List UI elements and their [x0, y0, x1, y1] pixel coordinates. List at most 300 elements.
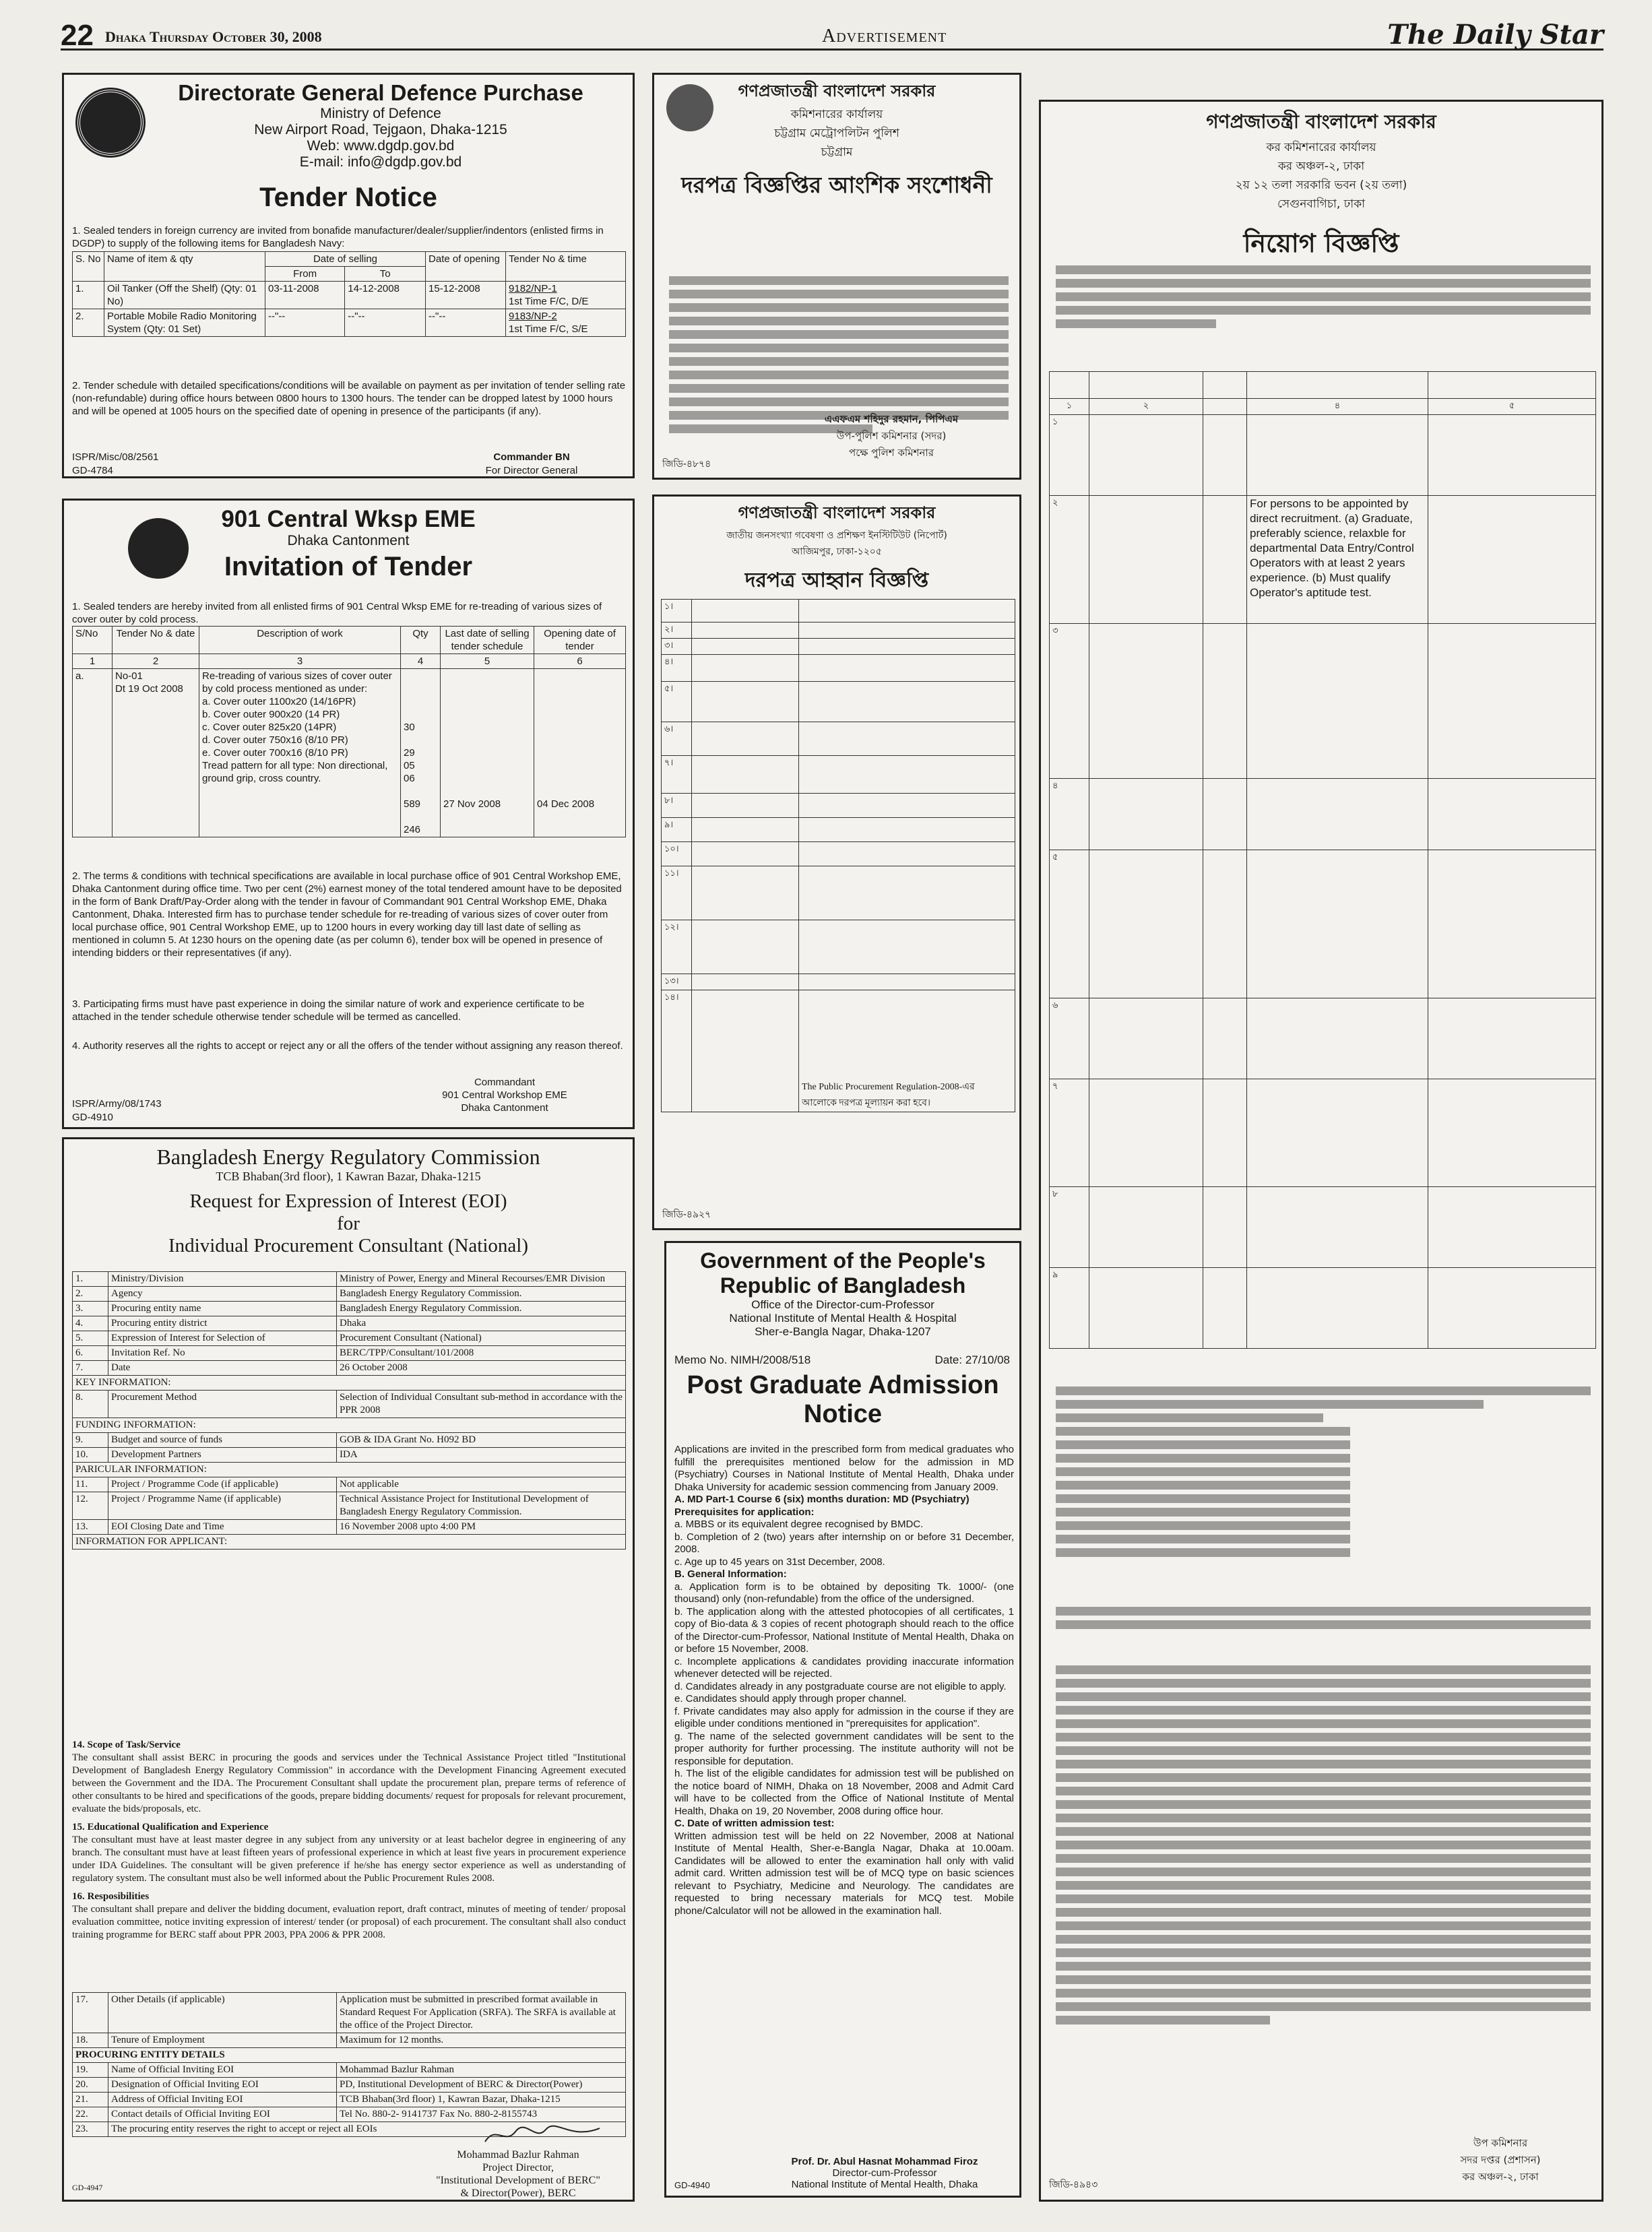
- table-row: [662, 639, 1015, 655]
- qty: 589: [404, 798, 421, 810]
- dgdp-code: GD-4784: [72, 465, 113, 476]
- niport-office: জাতীয় জনসংখ্যা গবেষণা ও প্রশিক্ষণ ইনস্টিটিউট (নিপোর্ট): [726, 530, 947, 541]
- table-row: [73, 1477, 626, 1492]
- cell: [1247, 372, 1428, 399]
- niport-table: [661, 599, 1015, 1112]
- cell: Procuring entity district: [108, 1316, 337, 1331]
- nimh-gc: c. Incomplete applications & candidates providing inaccurate information whenever detected will be rejected.: [674, 1655, 1014, 1680]
- cell: ৫।: [662, 682, 692, 722]
- cell: [692, 756, 799, 794]
- cell: [692, 600, 799, 623]
- cell: ৮।: [662, 794, 692, 818]
- cell: Dhaka: [337, 1316, 626, 1331]
- cell: [799, 655, 1015, 682]
- cell: 2.: [73, 1287, 108, 1302]
- cell: [1247, 779, 1428, 850]
- th-desc: Description of work: [199, 627, 401, 654]
- table-row: [662, 722, 1015, 756]
- item-desc: Cover outer 1100x20 (14/16PR): [213, 696, 356, 707]
- berc-title2: for: [337, 1213, 360, 1234]
- table-row: [1050, 1187, 1596, 1268]
- dgdp-address: New Airport Road, Tejgaon, Dhaka-1215: [254, 122, 507, 137]
- table-row: [662, 974, 1015, 990]
- cell: ১২।: [662, 920, 692, 974]
- cell: [1428, 1079, 1596, 1187]
- masthead: [61, 19, 1603, 51]
- cell: --"--: [265, 309, 345, 337]
- cell: 22.: [73, 2107, 108, 2122]
- nimh-code: GD-4940: [674, 2180, 710, 2190]
- cell: Bangladesh Energy Regulatory Commission.: [337, 1287, 626, 1302]
- cell: ১: [1050, 415, 1089, 496]
- cell: ১।: [662, 600, 692, 623]
- table-row: [662, 990, 1015, 1112]
- cell: [799, 600, 1015, 623]
- cell: TCB Bhaban(3rd floor) 1, Kawran Bazar, Dhaka-1215: [337, 2093, 626, 2107]
- tax-sign-title: উপ কমিশনার: [1473, 2137, 1528, 2149]
- cell: ৪: [1050, 779, 1089, 850]
- berc-code: GD-4947: [72, 2183, 103, 2192]
- table-row: [73, 1361, 626, 1376]
- cell: [1089, 1079, 1203, 1187]
- cell: [799, 842, 1015, 866]
- cell: Project / Programme Name (if applicable): [108, 1492, 337, 1520]
- cell: 9.: [73, 1433, 108, 1448]
- table-row: [1050, 496, 1596, 624]
- tender-no: 9183/NP-2: [509, 311, 557, 322]
- cell: [1247, 415, 1428, 496]
- berc-s14-title: 14. Scope of Task/Service: [72, 1740, 181, 1750]
- th-tender: Tender No & date: [113, 627, 199, 654]
- cell: [1428, 850, 1596, 998]
- eme-title: Invitation of Tender: [224, 552, 473, 581]
- tender-time: 1st Time F/C, S/E: [509, 323, 588, 335]
- niport-address: আজিমপুর, ঢাকা-১২০৫: [792, 546, 882, 557]
- cell: 21.: [73, 2093, 108, 2107]
- issue-date: Dhaka Thursday October 30, 2008: [105, 28, 322, 45]
- nimh-office: Office of the Director-cum-Professor: [751, 1298, 934, 1311]
- cell: [441, 669, 534, 837]
- cell: ৩: [1050, 624, 1089, 779]
- desc-intro: Re-treading of various sizes of cover outer by cold process mentioned as under:: [202, 670, 392, 695]
- dgdp-ministry: Ministry of Defence: [320, 106, 441, 121]
- table-row: [1050, 624, 1596, 779]
- cell: [1428, 779, 1596, 850]
- table-row: [1050, 1268, 1596, 1349]
- nimh-title2: Notice: [803, 1400, 883, 1428]
- nimh-title1: Post Graduate Admission: [687, 1371, 999, 1399]
- table-row: [662, 756, 1015, 794]
- nimh-gg: g. The name of the selected government candidates will be sent to the proper authority for further processing. The institute authority will not be responsible for deputation.: [674, 1730, 1014, 1767]
- table-row: [73, 1433, 626, 1448]
- cell: [692, 818, 799, 842]
- cell: 7.: [73, 1361, 108, 1376]
- cell: [1203, 998, 1247, 1079]
- cell: ৭: [1050, 1079, 1089, 1187]
- tread-pattern: Tread pattern for all type: Non directional, ground grip, cross country.: [202, 760, 388, 784]
- cell: Expression of Interest for Selection of: [108, 1331, 337, 1346]
- cell: 26 October 2008: [337, 1361, 626, 1376]
- cell: [1089, 496, 1203, 624]
- cell: [692, 794, 799, 818]
- last-date: 27 Nov 2008: [443, 798, 501, 810]
- th-tender: Tender No & time: [506, 252, 626, 282]
- tax-table: [1049, 371, 1596, 1349]
- cell: 6: [534, 654, 626, 669]
- cell: [506, 309, 626, 337]
- cell: Designation of Official Inviting EOI: [108, 2078, 337, 2093]
- cell: [799, 794, 1015, 818]
- cell: Project / Programme Code (if applicable): [108, 1477, 337, 1492]
- table-row: [662, 920, 1015, 974]
- cell: 2: [113, 654, 199, 669]
- cell: [1203, 1268, 1247, 1349]
- th-selling: Date of selling: [265, 252, 426, 267]
- table-row: [73, 282, 626, 309]
- cell: [506, 282, 626, 309]
- table-row: [73, 1492, 626, 1520]
- eme-tender-ad: [62, 499, 635, 1129]
- berc-s16: The consultant shall prepare and deliver the bidding document, evaluation report, draft contract, minutes of meeting of tender/ proposal evaluation committee, notice inviting expression of interest/ tender (or proposal) of each procurement. The consultant shall also conduct training programme for BERC staff about PPR 2003, PPA 2006 & PPR 2008.: [72, 1904, 626, 1940]
- nimh-date: Date: 27/10/08: [934, 1353, 1010, 1366]
- cell: 3: [199, 654, 401, 669]
- cell: Technical Assistance Project for Institutional Development of Bangladesh Energy Regulatory Commission.: [337, 1492, 626, 1520]
- cell: [1428, 496, 1596, 624]
- cell: 18.: [73, 2033, 108, 2048]
- cell: [799, 990, 1015, 1112]
- th-sno: S/No: [73, 627, 113, 654]
- cell: [1089, 1268, 1203, 1349]
- cell: ১০।: [662, 842, 692, 866]
- nimh-pb: b. Completion of 2 (two) years after internship on or before 31 December, 2008.: [674, 1531, 1014, 1555]
- cell: [1089, 624, 1203, 779]
- cell: Bangladesh Energy Regulatory Commission.: [337, 1302, 626, 1316]
- cell: 2.: [73, 309, 104, 337]
- cell: a.: [73, 669, 113, 837]
- ctg-sign-for: পক্ষে পুলিশ কমিশনার: [849, 447, 934, 459]
- table-row: [662, 623, 1015, 639]
- berc-s15: The consultant must have at least master degree in any subject from any university or at least bachelor degree in engineering of any branch. The consultant must have at least fifteen years of professional experience in which at least five years in procurement experience under IDA Guidelines. The consultant will be given preference if he/she has energy sector experience as well as understanding of regulatory system. The consultant must also be well informed about the Public Procurement Rules 2008.: [72, 1835, 626, 1884]
- cell: The procuring entity reserves the right to accept or reject all EOIs: [108, 2122, 626, 2137]
- cell: [799, 756, 1015, 794]
- cell: 4.: [73, 1316, 108, 1331]
- item-desc: Cover outer 900x20 (14 PR): [213, 709, 340, 720]
- cell: [1203, 850, 1247, 998]
- niport-title: দরপত্র আহ্বান বিজ্ঞপ্তি: [744, 569, 929, 592]
- qty: 30: [404, 722, 415, 733]
- table-row: [73, 1520, 626, 1535]
- cell: [692, 623, 799, 639]
- cell: ৬: [1050, 998, 1089, 1079]
- cell: ২: [1089, 399, 1203, 415]
- qty: 06: [404, 773, 415, 784]
- tender-no: 9182/NP-1: [509, 283, 557, 294]
- berc-title1: Request for Expression of Interest (EOI): [189, 1190, 507, 1212]
- nimh-gov2: Republic of Bangladesh: [720, 1273, 966, 1298]
- cell: 11.: [73, 1477, 108, 1492]
- cell: [1089, 850, 1203, 998]
- ctg-title: দরপত্র বিজ্ঞপ্তির আংশিক সংশোধনী: [681, 172, 992, 198]
- table-row: [73, 1331, 626, 1346]
- table-row: [73, 1391, 626, 1418]
- th-opening: Opening date of tender: [534, 627, 626, 654]
- dgdp-emblem-icon: [77, 90, 144, 156]
- berc-sign-name: Mohammad Bazlur Rahman: [457, 2149, 579, 2161]
- eme-para4: 4. Authority reserves all the rights to accept or reject any or all the offers of the tender without assigning any reason thereof.: [72, 1040, 623, 1052]
- dgdp-org: Directorate General Defence Purchase: [178, 80, 583, 105]
- cell: 6.: [73, 1346, 108, 1361]
- col-number-row: [73, 654, 626, 669]
- dgdp-email: E-mail: info@dgdp.gov.bd: [299, 154, 462, 170]
- nimh-course: A. MD Part-1 Course 6 (six) months duration: MD (Psychiatry): [674, 1494, 970, 1505]
- table-row: [73, 2033, 626, 2048]
- opening-date: 04 Dec 2008: [537, 798, 595, 810]
- cell: [692, 990, 799, 1112]
- berc-sign-org: "Institutional Development of BERC": [436, 2175, 600, 2186]
- cell: 8.: [73, 1391, 108, 1418]
- cell: [799, 722, 1015, 756]
- tax-code: জিডি-৪৯৪৩: [1049, 2179, 1098, 2190]
- col-number-row: [1050, 399, 1596, 415]
- eme-sign-title: Commandant: [474, 1077, 536, 1088]
- th-to: To: [345, 267, 426, 282]
- cell: [799, 639, 1015, 655]
- cell: [799, 682, 1015, 722]
- cell: [1428, 998, 1596, 1079]
- cell: [1203, 779, 1247, 850]
- eme-ref: ISPR/Army/08/1743: [72, 1098, 162, 1110]
- cell: [799, 974, 1015, 990]
- ctg-police-ad: [652, 73, 1021, 480]
- cell: Procurement Method: [108, 1391, 337, 1418]
- ctg-sign-title: উপ-পুলিশ কমিশনার (সদর): [836, 430, 947, 442]
- item-key: d.: [202, 734, 211, 746]
- cell: Maximum for 12 months.: [337, 2033, 626, 2048]
- cell: ১: [1050, 399, 1089, 415]
- cell: Portable Mobile Radio Monitoring System (Qty: 01 Set): [104, 309, 265, 337]
- eme-place: Dhaka Cantonment: [287, 533, 410, 548]
- nimh-gb: b. The application along with the attested photocopies of all certificates, 1 copy of Bio-data & 3 copies of recent photograph should reach to the office of the Director-cum-Professor, National Institute of Mental Health, Dhaka on or before 15 November, 2008.: [674, 1605, 1014, 1655]
- nimh-prereq: Prerequisites for application:: [674, 1506, 815, 1518]
- nimh-written: Written admission test will be held on 22 November, 2008 at National Institute of Mental Health, Sher-e-Bangla Nagar, Dhaka at 10.00am. Candidates will be allowed to enter the examination hall only with valid admit card. Written admission test will be of MCQ type on basic sciences relevant to Psychiatry, Medicine and Neurology. The candidates are requested to bring necessary materials for MCQ test. Mobile phone/Calculator will not be allowed in the examination hall.: [674, 1830, 1014, 1917]
- cell: Date: [108, 1361, 337, 1376]
- cell: BERC/TPP/Consultant/101/2008: [337, 1346, 626, 1361]
- dgdp-web: Web: www.dgdp.gov.bd: [307, 138, 455, 154]
- cell: Mohammad Bazlur Rahman: [337, 2063, 626, 2078]
- berc-address: TCB Bhaban(3rd floor), 1 Kawran Bazar, Dhaka-1215: [216, 1170, 481, 1183]
- cell: [799, 920, 1015, 974]
- cell: [1428, 1187, 1596, 1268]
- item-desc: Cover outer 825x20 (14PR): [212, 722, 337, 733]
- dgdp-ref: ISPR/Misc/08/2561: [72, 451, 159, 463]
- cell: 1.: [73, 1272, 108, 1287]
- eme-para3: 3. Participating firms must have past experience in doing the similar nature of work and experience certificate to be attached in the tender schedule otherwise tender schedule will be termed as cancelled.: [72, 998, 585, 1023]
- cell: [401, 669, 441, 837]
- cell: [1203, 399, 1247, 415]
- cell: ১৪।: [662, 990, 692, 1112]
- table-row: [1050, 415, 1596, 496]
- ctg-city: চট্টগ্রাম: [821, 146, 853, 159]
- tax-title: নিয়োগ বিজ্ঞপ্তি: [1243, 228, 1399, 258]
- item-key: c.: [202, 722, 210, 733]
- cell: 03-11-2008: [265, 282, 345, 309]
- cell: Selection of Individual Consultant sub-method in accordance with the PPR 2008: [337, 1391, 626, 1418]
- th-from: From: [265, 267, 345, 282]
- cell: [692, 974, 799, 990]
- cell: [1247, 1268, 1428, 1349]
- cell: Ministry/Division: [108, 1272, 337, 1287]
- cell: [1203, 415, 1247, 496]
- nimh-general: B. General Information:: [674, 1568, 787, 1580]
- table-row: [73, 1316, 626, 1331]
- table-row: [73, 2093, 626, 2107]
- table-row: [1050, 779, 1596, 850]
- cell: [692, 655, 799, 682]
- cell: EOI Closing Date and Time: [108, 1520, 337, 1535]
- table-row: [73, 1272, 626, 1287]
- berc-table-bottom: [72, 1992, 626, 2137]
- cell: [1247, 850, 1428, 998]
- niport-code: জিডি-৪৯২৭: [662, 1209, 711, 1220]
- tax-recruitment-ad: [1039, 100, 1603, 2202]
- nimh-address: Sher-e-Bangla Nagar, Dhaka-1207: [755, 1325, 931, 1338]
- tax-area: সেগুনবাগিচা, ঢাকা: [1277, 197, 1366, 211]
- ctg-sign-name: এএফএম শহিদুর রহমান, পিপিএম: [824, 413, 959, 425]
- cell: 17.: [73, 1993, 108, 2033]
- cell: [1089, 779, 1203, 850]
- cell: Application must be submitted in prescribed format available in Standard Request For Application (SRFA). The SRFA is available at the office of the Project Director.: [337, 1993, 626, 2033]
- ctg-office: কমিশনারের কার্যালয়: [790, 108, 883, 121]
- cell: [1428, 372, 1596, 399]
- berc-s15-title: 15. Educational Qualification and Experience: [72, 1822, 269, 1832]
- eme-table: [72, 626, 626, 837]
- table-row: [73, 1993, 626, 2033]
- dgdp-table: [72, 251, 626, 337]
- nimh-intro: Applications are invited in the prescribed form from medical graduates who fulfill the prerequisites mentioned below for the admission in MD (Psychiatry) Courses in National Institute of Mental Health, Dhaka under Dhaka University for academic session commencing from January 2009.: [674, 1444, 1014, 1493]
- nimh-gh: h. The list of the eligible candidates for admission test will be published on the notice board of NIMH, Dhaka on 18 November, 2008 and Admit Card will have to be collected from the Office of National Institute of Mental Health, Dhaka on 19, 20 November, 2008 during office hour.: [674, 1768, 1014, 1817]
- cell: [1089, 415, 1203, 496]
- tax-gov: গণপ্রজাতন্ত্রী বাংলাদেশ সরকার: [1206, 110, 1436, 133]
- cell: ৪: [1247, 399, 1428, 415]
- tax-sign-zone: কর অঞ্চল-২, ঢাকা: [1462, 2171, 1539, 2183]
- nimh-gf: f. Private candidates may also apply for admission in the course if they are eligible under conditions mentioned in "prerequisites for application".: [674, 1705, 1014, 1729]
- signature-icon: [482, 2122, 603, 2148]
- section-title: Advertisement: [822, 26, 947, 46]
- tax-office: কর কমিশনারের কার্যালয়: [1266, 141, 1376, 154]
- cell: ১৩।: [662, 974, 692, 990]
- table-row: [73, 1287, 626, 1302]
- cell: ১১।: [662, 866, 692, 920]
- nimh-gd: d. Candidates already in any postgraduate course are not eligible to apply.: [674, 1680, 1007, 1692]
- cell-english: For persons to be appointed by direct recruitment. (a) Graduate, preferably science, relaxble for departmental Data Entry/Control Operators with at least 2 years experience. (b) Must qualify Operator's aptitude test.: [1247, 496, 1428, 624]
- dgdp-tender-ad: [62, 73, 635, 478]
- niport-ppr-text: The Public Procurement Regulation-2008-এর আলোকে দরপত্র মূল্যায়ন করা হবে।: [802, 1082, 975, 1108]
- cell: Tenure of Employment: [108, 2033, 337, 2048]
- berc-org: Bangladesh Energy Regulatory Commission: [156, 1145, 540, 1169]
- cell: [1203, 1079, 1247, 1187]
- nimh-written-title: C. Date of written admission test:: [674, 1818, 835, 1829]
- table-row: [73, 2078, 626, 2093]
- cell: ৮: [1050, 1187, 1089, 1268]
- nimh-sign-name: Prof. Dr. Abul Hasnat Mohammad Firoz: [791, 2156, 978, 2167]
- cell: [1203, 1187, 1247, 1268]
- berc-table-top: [72, 1271, 626, 1550]
- cell: ৯: [1050, 1268, 1089, 1349]
- dgdp-title: Tender Notice: [259, 183, 437, 212]
- table-row: [1050, 998, 1596, 1079]
- table-row: [1050, 1079, 1596, 1187]
- cell: ৫: [1428, 399, 1596, 415]
- cell: IDA: [337, 1448, 626, 1463]
- cell: [1203, 624, 1247, 779]
- cell: [1247, 624, 1428, 779]
- cell: [692, 866, 799, 920]
- berc-s16-title: 16. Resposibilities: [72, 1891, 150, 1902]
- nimh-pa: a. MBBS or its equivalent degree recognised by BMDC.: [674, 1519, 924, 1530]
- qty: 05: [404, 760, 415, 771]
- niport-tender-ad: [652, 495, 1021, 1230]
- cell: [799, 623, 1015, 639]
- eme-org: 901 Central Wksp EME: [221, 506, 476, 532]
- dgdp-para2: 2. Tender schedule with detailed specifications/conditions will be available on payment as per invitation of tender selling rate (non-refundable) during office hours between 0800 hours to 1300 hours. The tender can be dropped latest by 1000 hours and will be opened at 1005 hours on the specified date of opening in presence of the participants (if any).: [72, 380, 626, 417]
- cell: Procuring entity name: [108, 1302, 337, 1316]
- ctg-unit: চট্টগ্রাম মেট্রোপলিটন পুলিশ: [774, 127, 899, 140]
- cell: [199, 669, 401, 837]
- cell: Ministry of Power, Energy and Mineral Recourses/EMR Division: [337, 1272, 626, 1287]
- table-row: [73, 309, 626, 337]
- cell: Invitation Ref. No: [108, 1346, 337, 1361]
- cell: [692, 722, 799, 756]
- cell: ৫: [1050, 850, 1089, 998]
- table-row: [73, 669, 626, 837]
- nimh-institute: National Institute of Mental Health & Hospital: [729, 1312, 957, 1325]
- cell: Procurement Consultant (National): [337, 1331, 626, 1346]
- table-row: [662, 842, 1015, 866]
- table-row: [73, 1346, 626, 1361]
- cell: ৬।: [662, 722, 692, 756]
- section-heading: KEY INFORMATION:: [73, 1376, 626, 1391]
- th-last: Last date of selling tender schedule: [441, 627, 534, 654]
- table-row: [662, 818, 1015, 842]
- eme-code: GD-4910: [72, 1112, 113, 1123]
- table-row: [73, 1448, 626, 1463]
- tax-building: ২য় ১২ তলা সরকারি ভবন (২য় তলা): [1235, 179, 1407, 192]
- tax-zone: কর অঞ্চল-২, ঢাকা: [1277, 160, 1365, 173]
- table-row: [73, 1302, 626, 1316]
- cell: Contact details of Official Inviting EOI: [108, 2107, 337, 2122]
- cell: [1203, 372, 1247, 399]
- table-row: [662, 682, 1015, 722]
- cell: --"--: [345, 309, 426, 337]
- cell: ৭।: [662, 756, 692, 794]
- berc-sign-dept: & Director(Power), BERC: [460, 2188, 576, 2199]
- page-number: 22: [61, 19, 94, 52]
- cell: ২।: [662, 623, 692, 639]
- cell: Not applicable: [337, 1477, 626, 1492]
- cell: [1089, 998, 1203, 1079]
- cell: 20.: [73, 2078, 108, 2093]
- cell: Other Details (if applicable): [108, 1993, 337, 2033]
- cell: 5: [441, 654, 534, 669]
- table-row: [73, 2063, 626, 2078]
- cell: [113, 669, 199, 837]
- berc-title3: Individual Procurement Consultant (National): [168, 1235, 528, 1256]
- niport-gov: গণপ্রজাতন্ত্রী বাংলাদেশ সরকার: [738, 503, 936, 522]
- cell: 4: [401, 654, 441, 669]
- cell: [1089, 372, 1203, 399]
- cell: [1428, 1268, 1596, 1349]
- cell: 15-12-2008: [426, 282, 506, 309]
